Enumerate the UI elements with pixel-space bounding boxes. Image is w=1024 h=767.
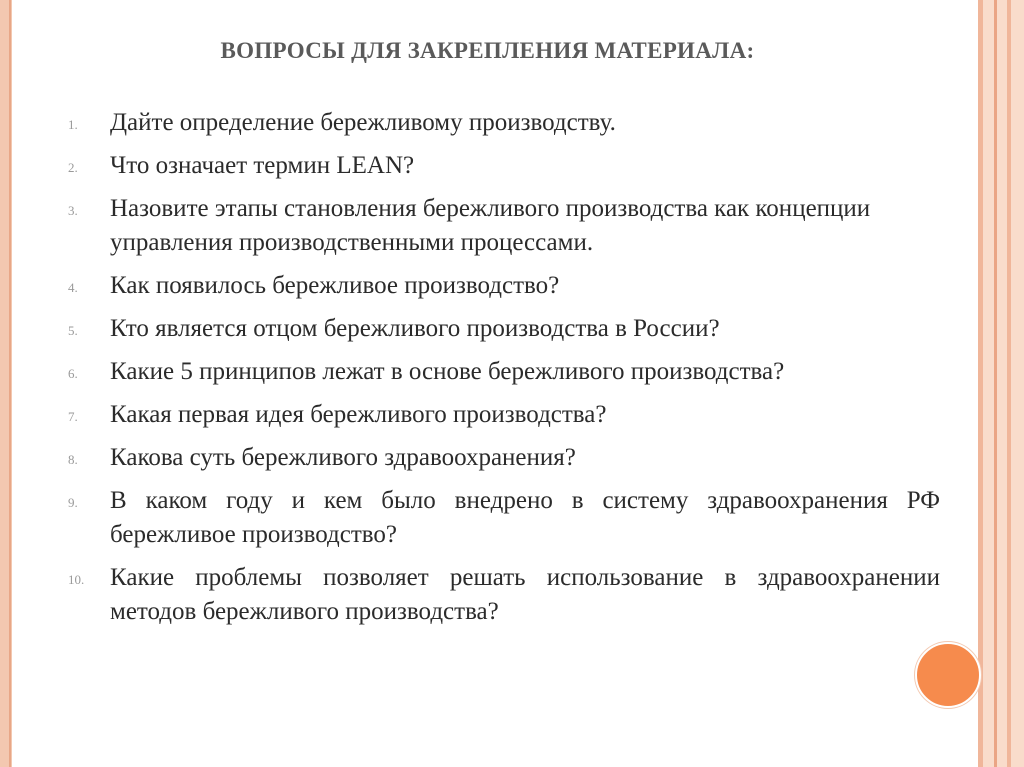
question-text: Какие 5 принципов лежат в основе бережливого производства? — [110, 358, 785, 385]
question-text: Что означает термин LEAN? — [110, 152, 415, 179]
question-number: 8. — [68, 452, 78, 467]
question-item — [68, 106, 940, 140]
question-item — [68, 149, 940, 183]
question-number: 5. — [68, 323, 78, 338]
question-number: 3. — [68, 203, 78, 218]
question-item — [68, 561, 940, 629]
question-item — [68, 398, 940, 432]
question-number: 6. — [68, 366, 78, 381]
question-text: Назовите этапы становления бережливого производства как концепции управления производственными процессами. — [110, 195, 871, 256]
question-item — [68, 312, 940, 346]
question-number: 9. — [68, 495, 78, 510]
slide-title: ВОПРОСЫ ДЛЯ ЗАКРЕПЛЕНИЯ МАТЕРИАЛА: — [220, 38, 755, 63]
question-number: 7. — [68, 409, 78, 424]
question-text: Как появилось бережливое производство? — [110, 272, 560, 299]
question-number: 4. — [68, 280, 78, 295]
question-number: 10. — [68, 572, 85, 587]
orange-circle-decoration — [915, 642, 981, 708]
question-item — [68, 269, 940, 303]
question-number: 1. — [68, 117, 78, 132]
right-border-stripes — [975, 0, 1024, 767]
question-text: Какие проблемы позволяет решать использование в здравоохранении методов бережливого производства? — [110, 564, 940, 625]
question-number: 2. — [68, 160, 78, 175]
questions-list — [68, 106, 940, 638]
left-border-decoration — [0, 0, 12, 767]
question-item — [68, 192, 940, 260]
question-text: В каком году и кем было внедрено в систему здравоохранения РФ бережливое производство? — [110, 487, 940, 548]
question-text: Кто является отцом бережливого производства в России? — [110, 315, 720, 342]
question-text: Какая первая идея бережливого производства? — [110, 401, 607, 428]
question-text: Какова суть бережливого здравоохранения? — [110, 444, 576, 471]
question-item — [68, 484, 940, 552]
question-item — [68, 355, 940, 389]
question-text: Дайте определение бережливому производству. — [110, 109, 616, 136]
question-item — [68, 441, 940, 475]
